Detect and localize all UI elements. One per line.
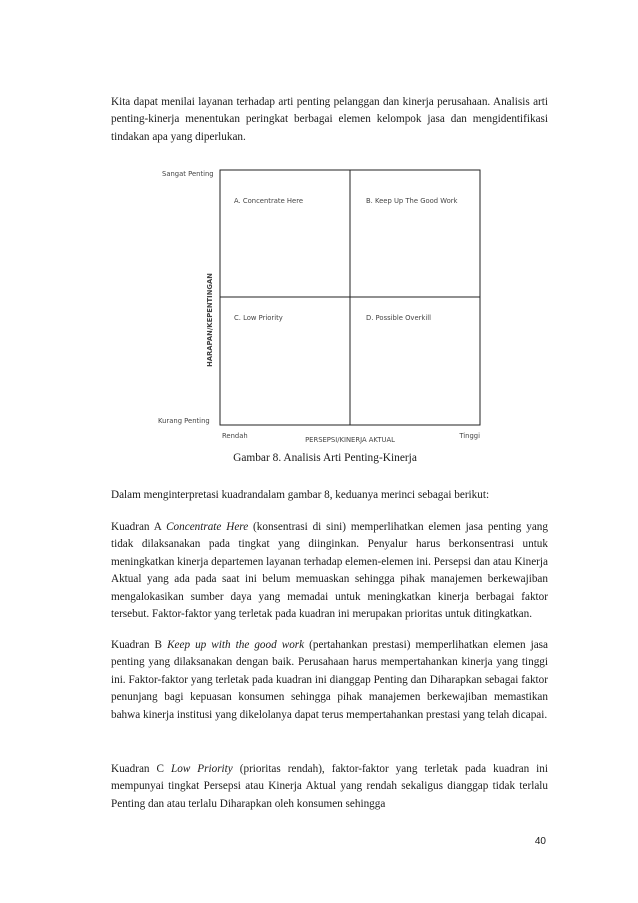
y-top-label: Sangat Penting: [162, 170, 214, 178]
quadrant-b-prefix: Kuadran B: [111, 639, 168, 651]
quadrant-c-term: Low Priority: [171, 763, 233, 775]
quadrant-b-label: B. Keep Up The Good Work: [366, 197, 458, 205]
lead-paragraph: Dalam menginterpretasi kuadrandalam gambar 8, keduanya merinci sebagai berikut:: [111, 489, 490, 501]
quadrant-d-label: D. Possible Overkill: [366, 314, 432, 322]
x-right-label: Tinggi: [459, 432, 480, 440]
quadrant-a-paragraph: [111, 519, 548, 623]
x-axis-title: PERSEPSI/KINERJA AKTUAL: [305, 436, 395, 444]
x-left-label: Rendah: [222, 432, 248, 440]
quadrant-c-paragraph: [111, 761, 548, 813]
quadrant-b-body: (pertahankan prestasi) memperlihatkan elemen jasa penting yang dilaksanakan dengan baik. Perusahaan harus mempertahankan kinerja yang tinggi ini. Faktor-faktor yang terletak pada kuadran ini dianggap Penting dan Diharapkan sebagai faktor penunjang bagi kepuasan konsumen sehingga pihak manajemen berkewajiban memastikan bahwa kinerja institusi yang dikelolanya dapat terus mempertahankan prestasi yang telah dicapai.: [111, 639, 548, 721]
quadrant-b-term: Keep up with the good work: [167, 639, 305, 651]
quadrant-c-prefix: Kuadran C: [111, 763, 172, 775]
quadrant-a-term: Concentrate Here: [166, 521, 249, 533]
y-bottom-label: Kurang Penting: [158, 417, 210, 425]
quadrant-a-prefix: Kuadran A: [111, 521, 167, 533]
quadrant-a-body: (konsentrasi di sini) memperlihatkan elemen jasa penting yang tidak dilaksanakan pada tingkat yang diinginkan. Penyalur harus berkonsentrasi untuk meningkatkan kinerja departemen layanan terhadap elemen-elemen ini. Persepsi dan atau Kinerja Aktual yang ada pada saat ini belum memuaskan sehingga pihak manajemen berkewajiban mengalokasikan sumber daya yang memadai untuk meningkatkan kinerja berbagai faktor tersebut. Faktor-faktor yang terletak pada kuadran ini merupakan prioritas untuk ditingkatkan.: [111, 521, 548, 621]
page-number: 40: [534, 836, 546, 847]
figure-caption: Gambar 8. Analisis Arti Penting-Kinerja: [233, 452, 417, 464]
quadrant-b-paragraph: [111, 637, 548, 724]
intro-paragraph: Kita dapat menilai layanan terhadap arti penting pelanggan dan kinerja perusahaan. Analisis arti penting-kinerja menentukan peringkat berbagai elemen kelompok jasa dan mengidentifikasi tindakan apa yang diperlukan.: [111, 96, 548, 143]
importance-performance-diagram: [150, 160, 500, 450]
y-axis-title: HARAPAN/KEPENTINGAN: [206, 273, 214, 367]
quadrant-a-label: A. Concentrate Here: [234, 197, 304, 205]
quadrant-c-label: C. Low Priority: [234, 314, 283, 322]
quadrant-c-body: (prioritas rendah), faktor-faktor yang terletak pada kuadran ini mempunyai tingkat Persepsi atau Kinerja Aktual yang rendah sekaligus dianggap tidak terlalu Penting dan atau terlalu Diharapkan oleh konsumen sehingga: [111, 763, 548, 810]
quadrant-chart: [150, 160, 500, 450]
